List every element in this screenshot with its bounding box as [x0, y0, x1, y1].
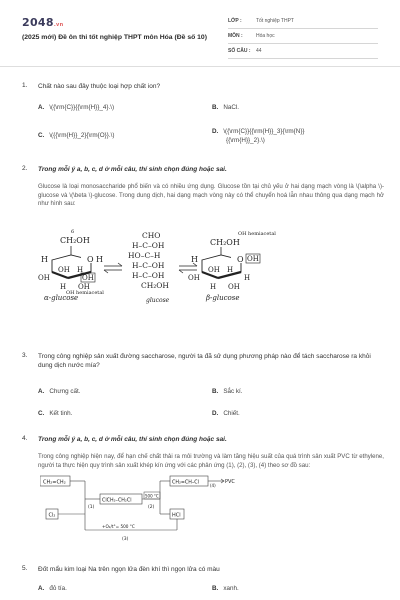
alpha-glucose-structure: [38, 229, 104, 302]
option-b[interactable]: [212, 104, 239, 111]
oh-label: OH: [82, 274, 94, 282]
option-text: Chiết.: [223, 410, 240, 417]
question-1: [22, 82, 384, 162]
meta-label: MÔN :: [228, 33, 243, 39]
alpha-glucose-label: α-glucose: [44, 294, 79, 302]
option-letter: B.: [212, 388, 219, 395]
meta-value: Tốt nghiệp THPT: [256, 18, 294, 24]
exam-meta: [228, 14, 378, 59]
h-label: H: [41, 255, 48, 264]
h-label: H: [96, 255, 103, 264]
option-letter: A.: [38, 104, 45, 111]
chain-row: H–C–OH: [132, 241, 165, 250]
exam-title: (2025 mới) Đề ôn thi tốt nghiệp THPT môn Hóa (Đề số 10): [22, 34, 207, 41]
oh-label: OH: [208, 266, 220, 274]
question-text: Chất nào sau đây thuộc loại hợp chất ion?: [38, 83, 161, 90]
step-3-label: (3): [122, 537, 129, 542]
pvc-label: PVC: [225, 479, 235, 485]
question-paragraph: Glucose là loại monosaccharide phổ biến và có nhiều ứng dụng. Glucose tồn tại chủ yếu ở hai dạng mạch vòng là \(\alpha \)-glucose và \(\beta \)-glucose. Trong dung dịch, hai dạng mạch vòng này có thể chuyển hoá lẫn nhau thông qua dạng mạch hở như hình sau:: [38, 183, 384, 207]
option-text: \({{\rm{H}}_2}{\rm{O}}.\): [49, 132, 115, 139]
carbon-number: 6: [71, 229, 75, 235]
h-label: H: [210, 283, 217, 291]
header-divider: [0, 66, 400, 67]
question-4: [22, 435, 384, 475]
question-text: Đốt mẩu kim loại Na trên ngọn lửa đèn khí thì ngọn lửa có màu: [38, 566, 220, 573]
open-glucose-label: glucose: [146, 297, 170, 304]
option-c[interactable]: [38, 132, 114, 139]
equilibrium-arrow-right: [179, 263, 197, 273]
meta-subject-row: [228, 29, 378, 44]
oh-label: OH: [247, 255, 259, 263]
option-text: Chưng cất.: [49, 388, 81, 395]
logo-text: 2048: [22, 16, 54, 29]
dichloroethane-label: ClCH₂–CH₂Cl: [102, 498, 132, 504]
question-3: [22, 352, 384, 422]
ch2oh-label: CH₂OH: [141, 281, 169, 290]
oh-label: OH: [38, 274, 50, 282]
option-a[interactable]: [38, 104, 114, 111]
question-number: 5.: [22, 565, 28, 572]
question-number: 4.: [22, 435, 28, 442]
option-text: Sắc kí.: [223, 388, 243, 395]
hemiacetal-label: OH hemiacetal: [238, 231, 276, 237]
question-text: Trong công nghiệp sản xuất đường saccharose, người ta đã sử dụng phương pháp nào để tách saccharose ra khỏi dung dịch nước mía?: [38, 353, 371, 369]
question-instruction: Trong mỗi ý a, b, c, d ở mỗi câu, thí sinh chọn đúng hoặc sai.: [38, 436, 227, 443]
option-text: Kết tinh.: [49, 410, 73, 417]
step-2-label: (2): [148, 505, 155, 510]
option-letter: B.: [212, 104, 219, 111]
chain-row: H–C–OH: [132, 271, 165, 280]
option-a[interactable]: [38, 388, 80, 395]
option-a[interactable]: [38, 585, 67, 592]
meta-value: Hóa học: [256, 33, 275, 39]
meta-label: SỐ CÂU :: [228, 48, 251, 54]
option-letter: C.: [38, 410, 45, 417]
meta-label: LỚP :: [228, 18, 242, 24]
beta-glucose-structure: [188, 231, 276, 302]
option-letter: A.: [38, 585, 45, 592]
option-text-cont: {{\rm{H}}_2}.\): [226, 137, 265, 144]
pvc-process-diagram: [40, 472, 290, 548]
h-label: H: [227, 266, 234, 274]
oh-label: OH: [228, 283, 240, 291]
meta-count-row: [228, 44, 378, 59]
question-number: 1.: [22, 82, 28, 89]
ring-oxygen: O: [87, 255, 94, 264]
ch2oh-label: CH₂OH: [60, 236, 90, 245]
h-label: H: [77, 266, 84, 274]
option-letter: A.: [38, 388, 45, 395]
meta-class-row: [228, 14, 378, 29]
option-d[interactable]: [212, 410, 240, 417]
question-number: 3.: [22, 352, 28, 359]
logo-suffix: .vn: [53, 22, 64, 28]
question-instruction: Trong mỗi ý a, b, c, d ở mỗi câu, thí sinh chọn đúng hoặc sai.: [38, 166, 227, 173]
option-text: \({\rm{C}}{{\rm{H}}_3}{\rm{N}}: [223, 128, 305, 135]
h-label: H: [60, 283, 67, 291]
h-label: H: [244, 274, 251, 282]
option-text: \({\rm{C}}{{\rm{H}}_4}.\): [49, 104, 115, 111]
h-label: H: [191, 255, 198, 264]
option-d[interactable]: [212, 127, 305, 145]
hemiacetal-label: OH hemiacetal: [66, 290, 104, 296]
step-1-label: (1): [88, 505, 95, 510]
chain-row: HO–C–H: [128, 251, 161, 260]
option-c[interactable]: [38, 410, 72, 417]
option-text: xanh.: [223, 585, 239, 592]
chain-row: H–C–OH: [132, 261, 165, 270]
question-number: 2.: [22, 165, 28, 172]
option-b[interactable]: [212, 388, 243, 395]
oxygen-condition-label: +O₂/t°= 500 °C: [102, 524, 135, 529]
vinyl-chloride-label: CH₂=CH–Cl: [172, 480, 199, 486]
cl2-label: Cl₂: [48, 512, 56, 519]
glucose-structures-figure: [38, 228, 338, 332]
option-b[interactable]: [212, 585, 239, 592]
option-text: đỏ tía.: [49, 585, 67, 592]
oh-label: OH: [58, 266, 70, 274]
option-letter: D.: [212, 410, 219, 417]
question-paragraph: Trong công nghiệp hiện nay, để hạn chế chất thải ra môi trường và làm tăng hiệu suất của quá trình sản xuất PVC từ ethylene, người ta thực hiện quy trình sản xuất khép kín ứng với các phản ứng (1), (2), (3), (4) theo sơ đồ sau:: [38, 453, 384, 469]
oh-label: OH: [188, 274, 200, 282]
equilibrium-arrow-left: [104, 263, 122, 273]
hcl-label: HCl: [172, 512, 181, 519]
option-letter: D.: [212, 128, 219, 135]
open-chain-glucose: [128, 231, 170, 304]
option-letter: C.: [38, 132, 45, 139]
ring-oxygen: O: [237, 255, 244, 264]
meta-value: 44: [256, 48, 262, 54]
site-logo[interactable]: [22, 16, 63, 29]
cho-label: CHO: [142, 231, 161, 240]
option-letter: B.: [212, 585, 219, 592]
temp-label: 500 °C: [145, 493, 159, 499]
step-4-label: (4): [210, 483, 216, 488]
question-5: [22, 565, 384, 600]
option-text: NaCl.: [223, 104, 240, 111]
page-header: [0, 0, 400, 66]
ethylene-label: CH₂=CH₂: [43, 479, 66, 486]
beta-glucose-label: β-glucose: [206, 294, 240, 302]
oh-label: OH: [78, 283, 90, 291]
ch2oh-label: CH₂OH: [210, 238, 240, 247]
